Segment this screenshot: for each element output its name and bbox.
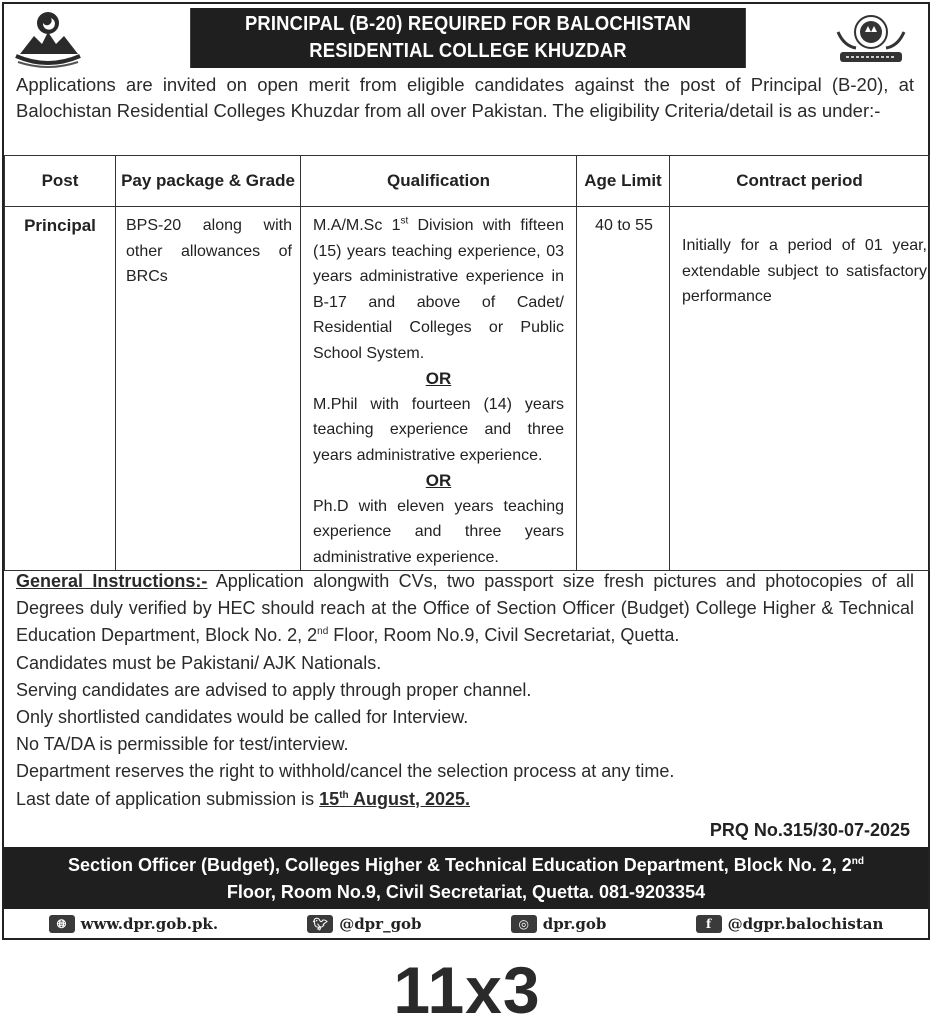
twitter-icon: 🐦︎ xyxy=(307,915,333,933)
ad-size-label: 11x3 xyxy=(393,953,541,1027)
header-qualification: Qualification xyxy=(301,156,577,207)
title-line-2: RESIDENTIAL COLLEGE KHUZDAR xyxy=(309,40,627,62)
pay-value: BPS-20 along with other allowances of BRCs xyxy=(126,217,292,285)
facebook-link[interactable] xyxy=(696,915,884,933)
website-text: www.dpr.gob.pk. xyxy=(80,915,219,933)
ad-title xyxy=(190,8,746,68)
last-date-value xyxy=(319,789,470,809)
footer-address xyxy=(4,847,928,909)
instruction-line: No TA/DA is permissible for test/interview. xyxy=(16,734,349,755)
instructions-sup: nd xyxy=(317,626,329,638)
qualification-option-1 xyxy=(313,213,564,366)
qual-1-text: M.A/M.Sc 1 xyxy=(313,217,401,234)
title-line-1: PRINCIPAL (B-20) REQUIRED FOR BALOCHISTAN xyxy=(244,13,692,35)
eligibility-table xyxy=(4,155,930,571)
twitter-link[interactable] xyxy=(307,915,421,933)
instagram-icon: ◎ xyxy=(511,915,537,933)
header-contract: Contract period xyxy=(670,156,930,207)
table-header-row xyxy=(5,156,930,207)
cell-age xyxy=(577,207,670,571)
cell-post xyxy=(5,207,116,571)
cell-pay xyxy=(116,207,301,571)
last-date-day: 15 xyxy=(319,788,340,809)
instructions-paragraph xyxy=(16,568,914,650)
instructions-heading: General Instructions:- xyxy=(16,571,208,591)
instruction-line: Serving candidates are advised to apply through proper channel. xyxy=(16,679,532,700)
footer-line-2: Floor, Room No.9, Civil Secretariat, Quetta. 081-9203354 xyxy=(226,882,706,902)
instruction-line: Only shortlisted candidates would be called for Interview. xyxy=(16,707,469,728)
instruction-line: Department reserves the right to withhold/cancel the selection process at any time. xyxy=(16,761,675,782)
header-age: Age Limit xyxy=(577,156,670,207)
footer-line-1 xyxy=(4,852,928,879)
instagram-handle: dpr.gob xyxy=(542,915,607,933)
cell-qualification xyxy=(301,207,577,571)
qual-1-text-rest: Division with fifteen (15) years teaching experience, 03 years administrative experience in B-17 and above of Cadet/ Residential Colleges or Public School System. xyxy=(313,217,564,362)
website-link[interactable] xyxy=(49,915,218,933)
qualification-option-2: M.Phil with fourteen (14) years teaching experience and three years administrative experience. xyxy=(313,395,564,464)
balochistan-emblem-icon xyxy=(12,10,84,68)
facebook-handle: @dgpr.balochistan xyxy=(727,915,884,933)
qual-1-sup: st xyxy=(400,215,409,227)
last-date-label: Last date of application submission is xyxy=(16,788,320,809)
instruction-line: Candidates must be Pakistani/ AJK Nationals. xyxy=(16,652,382,673)
general-instructions xyxy=(16,568,914,813)
instructions-text-rest: Floor, Room No.9, Civil Secretariat, Quetta. xyxy=(328,625,680,646)
last-date-rest: August, 2025. xyxy=(348,788,471,809)
footer-line-1-text: Section Officer (Budget), Colleges Higher & Technical Education Department, Block No. 2, 2 xyxy=(67,855,852,875)
post-value: Principal xyxy=(24,216,96,235)
age-value: 40 to 55 xyxy=(595,217,653,234)
qualification-option-3: Ph.D with eleven years teaching experience and three years administrative experience. xyxy=(313,497,564,566)
instructions-text: Application alongwith CVs, two passport size fresh pictures and photocopies of all Degrees duly verified by HEC should reach at the Office of Section Officer (Budget) College Higher & Technical Education Department, Block No. 2, 2 xyxy=(16,571,914,646)
intro-paragraph: Applications are invited on open merit from eligible candidates against the post of Principal (B-20), at Balochistan Residential Colleges Khuzdar from all over Pakistan. The eligibility Criteria/detail is as under:- xyxy=(16,74,914,121)
government-seal-icon xyxy=(832,10,910,66)
footer-line-1-sup: nd xyxy=(851,856,865,867)
twitter-handle: @dpr_gob xyxy=(339,915,422,933)
or-separator-1: OR xyxy=(425,369,452,388)
header-pay: Pay package & Grade xyxy=(116,156,301,207)
table-row xyxy=(5,207,930,571)
social-links-bar xyxy=(4,910,928,938)
header-post: Post xyxy=(5,156,116,207)
last-date-sup: th xyxy=(339,789,349,801)
instagram-link[interactable] xyxy=(511,915,607,933)
last-date-line xyxy=(16,786,914,813)
facebook-icon: f xyxy=(696,915,722,933)
globe-icon: 🌐︎ xyxy=(49,915,75,933)
prq-number: PRQ No.315/30-07-2025 xyxy=(709,820,910,840)
cell-contract xyxy=(670,207,930,571)
or-separator-2: OR xyxy=(425,471,452,490)
contract-value: Initially for a period of 01 year, extendable subject to satisfactory performance xyxy=(682,237,927,305)
